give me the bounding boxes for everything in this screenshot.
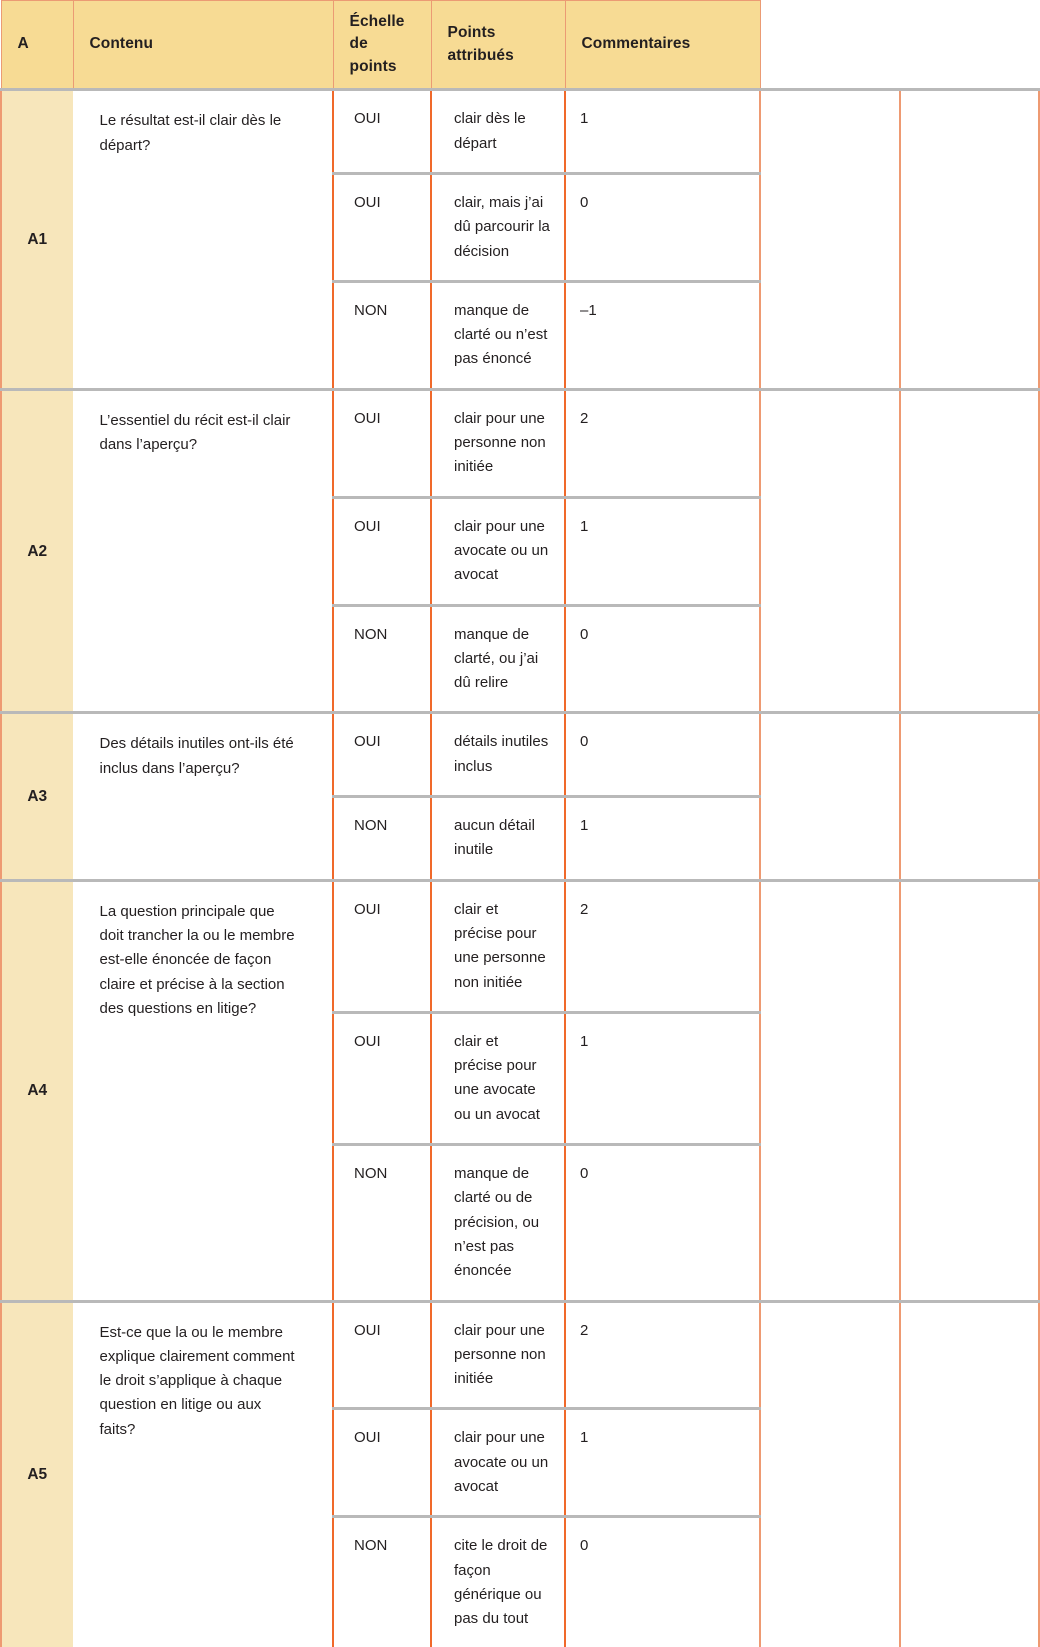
criterion-description: manque de clarté, ou j’ai dû relire: [431, 605, 565, 713]
column-header-commentaires: Commentaires: [565, 1, 760, 90]
table-body: [1, 90, 1039, 1647]
question-text-a2: L’essentiel du récit est-il clair dans l’aperçu?: [73, 389, 333, 713]
echelle-line-3: points: [349, 57, 397, 75]
criterion-description: clair pour une personne non initiée: [431, 389, 565, 497]
criterion-description: manque de clarté ou n’est pas énoncé: [431, 281, 565, 389]
table-row: [1, 1301, 1039, 1409]
criterion-description: clair et précise pour une personne non initiée: [431, 880, 565, 1012]
scale-value: 2: [565, 389, 760, 497]
criterion-description: clair pour une personne non initiée: [431, 1301, 565, 1409]
criterion-description: manque de clarté ou de précision, ou n’est pas énoncée: [431, 1145, 565, 1301]
scale-value: 2: [565, 1301, 760, 1409]
row-code-a1: A1: [1, 90, 73, 389]
scale-value: 1: [565, 497, 760, 605]
answer-option: OUI: [333, 1012, 431, 1144]
column-header-contenu: Contenu: [73, 1, 333, 90]
answer-option: NON: [333, 281, 431, 389]
scale-value: 0: [565, 713, 760, 797]
answer-option: OUI: [333, 389, 431, 497]
criterion-description: clair, mais j’ai dû parcourir la décision: [431, 174, 565, 282]
criterion-description: aucun détail inutile: [431, 797, 565, 881]
table-row: [1, 389, 1039, 497]
table-row: [1, 90, 1039, 174]
header-row: [1, 1, 1039, 90]
answer-option: OUI: [333, 90, 431, 174]
points-attribues-line-2: attribués: [447, 46, 514, 64]
points-attribues-field[interactable]: [760, 389, 900, 713]
scale-value: 1: [565, 1409, 760, 1517]
scale-value: 0: [565, 1517, 760, 1647]
column-header-a: A: [1, 1, 73, 90]
commentaires-field[interactable]: [900, 389, 1040, 713]
points-attribues-field[interactable]: [760, 880, 900, 1301]
answer-option: OUI: [333, 174, 431, 282]
column-header-echelle-de-points: [333, 1, 431, 90]
question-text-a4: La question principale que doit trancher la ou le membre est-elle énoncée de façon claire et précise à la section des questions en litige?: [73, 880, 333, 1301]
points-attribues-line-1: Points: [447, 24, 496, 42]
scale-value: –1: [565, 281, 760, 389]
row-code-a5: A5: [1, 1301, 73, 1647]
criterion-description: cite le droit de façon générique ou pas du tout: [431, 1517, 565, 1647]
row-code-a3: A3: [1, 713, 73, 880]
scale-value: 0: [565, 1145, 760, 1301]
row-code-a2: A2: [1, 389, 73, 713]
answer-option: OUI: [333, 1301, 431, 1409]
scale-value: 0: [565, 174, 760, 282]
answer-option: NON: [333, 797, 431, 881]
criterion-description: clair et précise pour une avocate ou un avocat: [431, 1012, 565, 1144]
question-text-a3: Des détails inutiles ont-ils été inclus dans l’aperçu?: [73, 713, 333, 880]
criterion-description: détails inutiles inclus: [431, 713, 565, 797]
scale-value: 1: [565, 797, 760, 881]
points-attribues-field[interactable]: [760, 1301, 900, 1647]
answer-option: OUI: [333, 880, 431, 1012]
commentaires-field[interactable]: [900, 1301, 1040, 1647]
criterion-description: clair dès le départ: [431, 90, 565, 174]
commentaires-field[interactable]: [900, 713, 1040, 880]
answer-option: NON: [333, 1145, 431, 1301]
points-attribues-field[interactable]: [760, 713, 900, 880]
scale-value: 1: [565, 90, 760, 174]
points-attribues-field[interactable]: [760, 90, 900, 389]
table-row: [1, 880, 1039, 1012]
criterion-description: clair pour une avocate ou un avocat: [431, 1409, 565, 1517]
scale-value: 0: [565, 605, 760, 713]
answer-option: OUI: [333, 497, 431, 605]
answer-option: NON: [333, 605, 431, 713]
table-header: [1, 1, 1039, 90]
echelle-line-2: de: [349, 35, 368, 53]
scale-value: 1: [565, 1012, 760, 1144]
answer-option: NON: [333, 1517, 431, 1647]
question-text-a5: Est-ce que la ou le membre explique clairement comment le droit s’applique à chaque question en litige ou aux faits?: [73, 1301, 333, 1647]
echelle-line-1: Échelle: [349, 13, 405, 30]
criterion-description: clair pour une avocate ou un avocat: [431, 497, 565, 605]
question-text-a1: Le résultat est-il clair dès le départ?: [73, 90, 333, 389]
answer-option: OUI: [333, 713, 431, 797]
answer-option: OUI: [333, 1409, 431, 1517]
table-row: [1, 713, 1039, 797]
column-header-points-attribues: [431, 1, 565, 90]
row-code-a4: A4: [1, 880, 73, 1301]
commentaires-field[interactable]: [900, 880, 1040, 1301]
scale-value: 2: [565, 880, 760, 1012]
commentaires-field[interactable]: [900, 90, 1040, 389]
